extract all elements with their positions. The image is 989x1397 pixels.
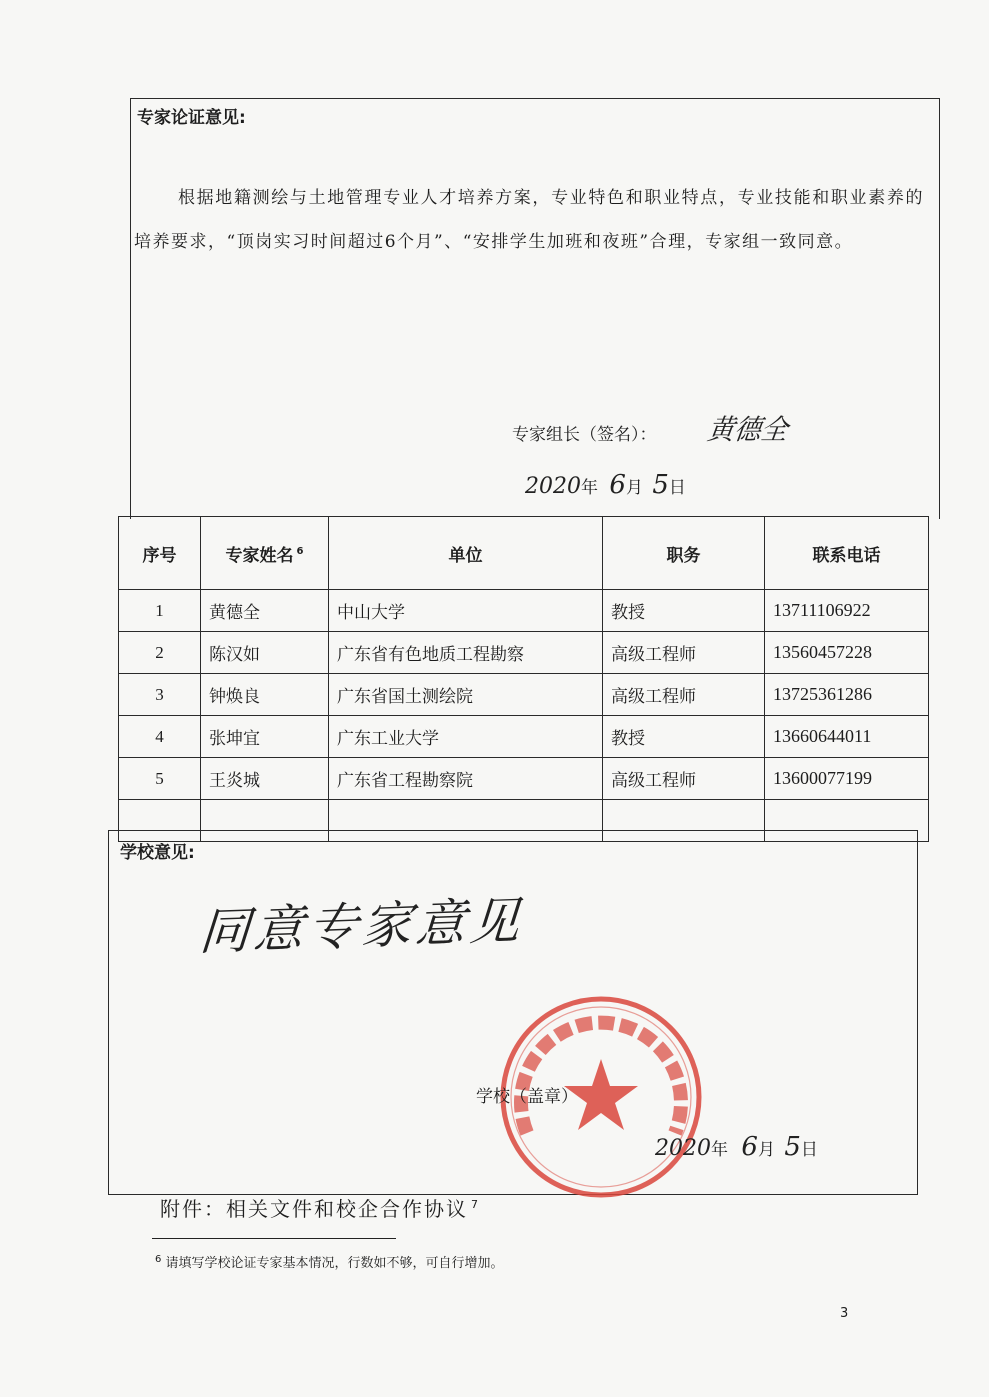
expert-leader-signature: 黄德全 — [705, 413, 790, 446]
row-unit: 广东省有色地质工程勘察 — [329, 632, 603, 674]
school-opinion-label: 学校意见: — [120, 843, 195, 863]
row-seq: 5 — [119, 758, 201, 800]
school-seal-label: 学校（盖章） — [476, 1087, 578, 1107]
page-number: 3 — [840, 1306, 849, 1321]
row-unit: 中山大学 — [329, 590, 603, 632]
row-name: 钟焕良 — [201, 674, 329, 716]
school-handwritten-opinion: 同意专家意见 — [197, 891, 526, 962]
header-seq: 序号 — [119, 517, 201, 590]
school-date — [655, 1132, 818, 1162]
row-phone: 13711106922 — [765, 590, 929, 632]
expert-table — [118, 516, 929, 842]
row-name: 陈汉如 — [201, 632, 329, 674]
expert-leader-sign-label: 专家组长（签名）： — [512, 425, 657, 445]
expert-date — [525, 470, 686, 500]
expert-date-month: 6 — [609, 470, 626, 500]
footnote-divider — [152, 1238, 396, 1239]
school-date-year: 2020 — [655, 1136, 711, 1161]
row-unit: 广东工业大学 — [329, 716, 603, 758]
row-phone: 13660644011 — [765, 716, 929, 758]
row-title: 教授 — [603, 590, 765, 632]
row-unit: 广东省工程勘察院 — [329, 758, 603, 800]
row-title: 高级工程师 — [603, 674, 765, 716]
expert-date-year-unit: 年 — [581, 478, 598, 498]
expert-opinion-text: 根据地籍测绘与土地管理专业人才培养方案，专业特色和职业特点，专业技能和职业素养的培养要求，“顶岗实习时间超过6个月”、“安排学生加班和夜班”合理，专家组一致同意。 — [134, 188, 924, 252]
header-phone: 联系电话 — [765, 517, 929, 590]
expert-date-year: 2020 — [525, 474, 581, 499]
expert-opinion-label: 专家论证意见: — [137, 108, 246, 128]
header-name-label: 专家姓名 — [225, 545, 294, 566]
header-name-footnote: 6 — [296, 545, 304, 557]
footnote — [152, 1252, 504, 1271]
table-row — [119, 674, 929, 716]
school-date-month: 6 — [741, 1132, 758, 1162]
row-name: 黄德全 — [201, 590, 329, 632]
row-title: 高级工程师 — [603, 632, 765, 674]
school-date-month-unit: 月 — [757, 1140, 775, 1160]
table-header-row — [119, 517, 929, 590]
attachment-text: 附件：相关文件和校企合作协议 — [160, 1197, 468, 1221]
table-row — [119, 758, 929, 800]
row-title: 教授 — [603, 716, 765, 758]
expert-opinion-box — [130, 98, 940, 519]
expert-date-day-unit: 日 — [668, 478, 686, 498]
attachment-line — [160, 1193, 480, 1222]
row-seq: 4 — [119, 716, 201, 758]
row-seq: 1 — [119, 590, 201, 632]
footnote-text: 请填写学校论证专家基本情况，行数如不够，可自行增加。 — [165, 1256, 504, 1271]
header-title: 职务 — [603, 517, 765, 590]
row-phone: 13600077199 — [765, 758, 929, 800]
row-seq: 3 — [119, 674, 201, 716]
row-phone: 13725361286 — [765, 674, 929, 716]
header-unit: 单位 — [329, 517, 603, 590]
row-title: 高级工程师 — [603, 758, 765, 800]
row-seq: 2 — [119, 632, 201, 674]
expert-date-month-unit: 月 — [625, 478, 643, 498]
school-date-day: 5 — [784, 1132, 801, 1162]
row-phone: 13560457228 — [765, 632, 929, 674]
table-row — [119, 590, 929, 632]
footnote-mark: 6 — [155, 1253, 162, 1265]
row-unit: 广东省国土测绘院 — [329, 674, 603, 716]
school-date-day-unit: 日 — [800, 1140, 818, 1160]
expert-date-day: 5 — [652, 470, 669, 500]
header-name — [201, 517, 329, 590]
table-row — [119, 632, 929, 674]
row-name: 王炎城 — [201, 758, 329, 800]
table-row — [119, 716, 929, 758]
school-date-year-unit: 年 — [711, 1140, 728, 1160]
attachment-footnote-mark: 7 — [471, 1198, 480, 1212]
row-name: 张坤宜 — [201, 716, 329, 758]
